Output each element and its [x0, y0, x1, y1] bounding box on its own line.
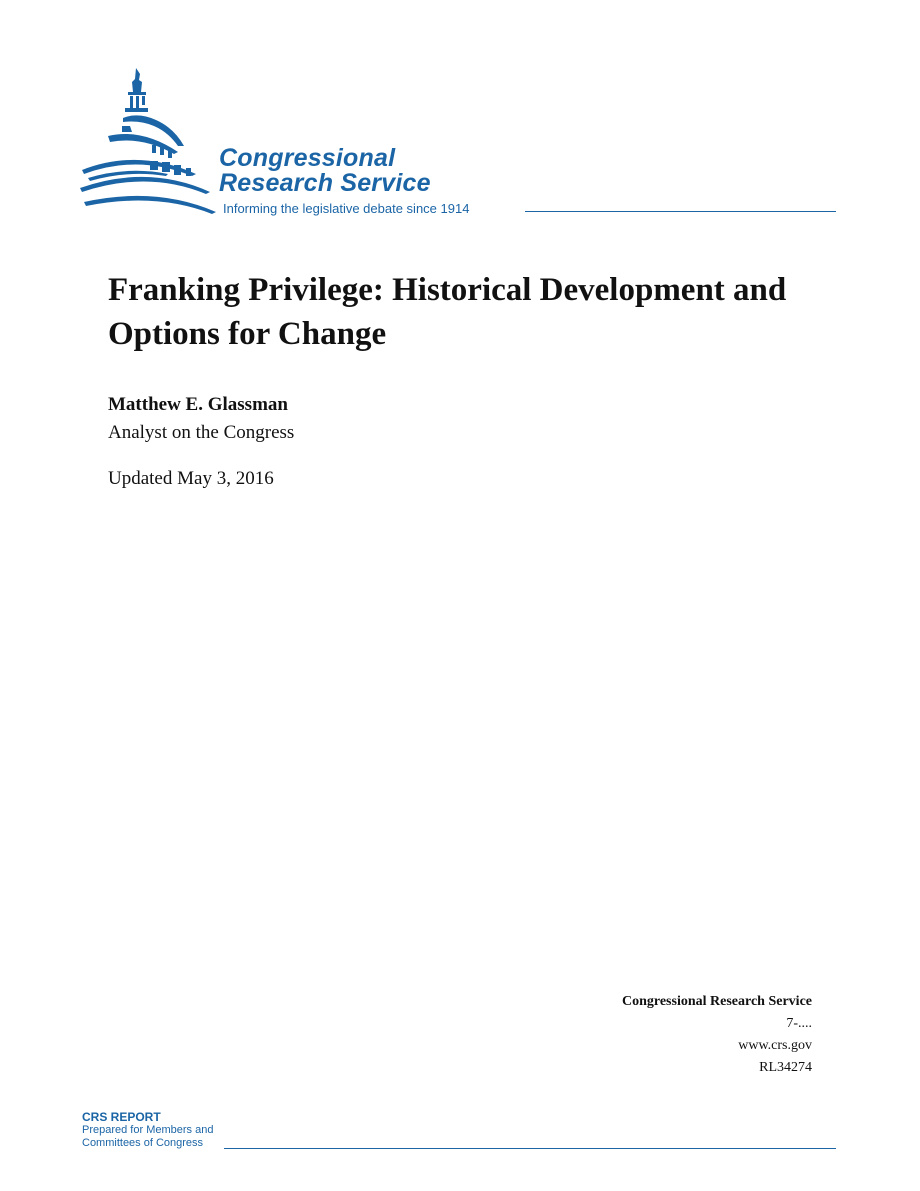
agency-name: Congressional Research Service — [621, 994, 812, 1009]
report-number: RL34274 — [759, 1060, 812, 1075]
logo-title-line-2: Research Service — [219, 169, 431, 197]
service-info — [622, 991, 812, 1079]
capitol-dome-icon — [78, 66, 228, 218]
report-title: Franking Privilege: Historical Development and Options for Change — [108, 272, 787, 352]
author-role: Analyst on the Congress — [108, 422, 295, 443]
phone-number: 7-.... — [786, 1016, 812, 1031]
footer-line-1: Prepared for Members and — [82, 1124, 214, 1136]
logo-tagline: Informing the legislative debate since 1914 — [223, 201, 470, 216]
logo-title — [219, 146, 431, 196]
footer-heading: CRS REPORT — [82, 1110, 161, 1124]
updated-date: Updated May 3, 2016 — [108, 468, 274, 489]
footer-divider — [224, 1148, 836, 1149]
author-name: Matthew E. Glassman — [108, 394, 288, 415]
website-link[interactable]: www.crs.gov — [738, 1038, 812, 1053]
footer-line-2: Committees of Congress — [82, 1137, 204, 1149]
footer-label — [82, 1111, 213, 1150]
header-divider — [525, 211, 836, 212]
logo-title-line-1: Congressional — [219, 144, 396, 172]
